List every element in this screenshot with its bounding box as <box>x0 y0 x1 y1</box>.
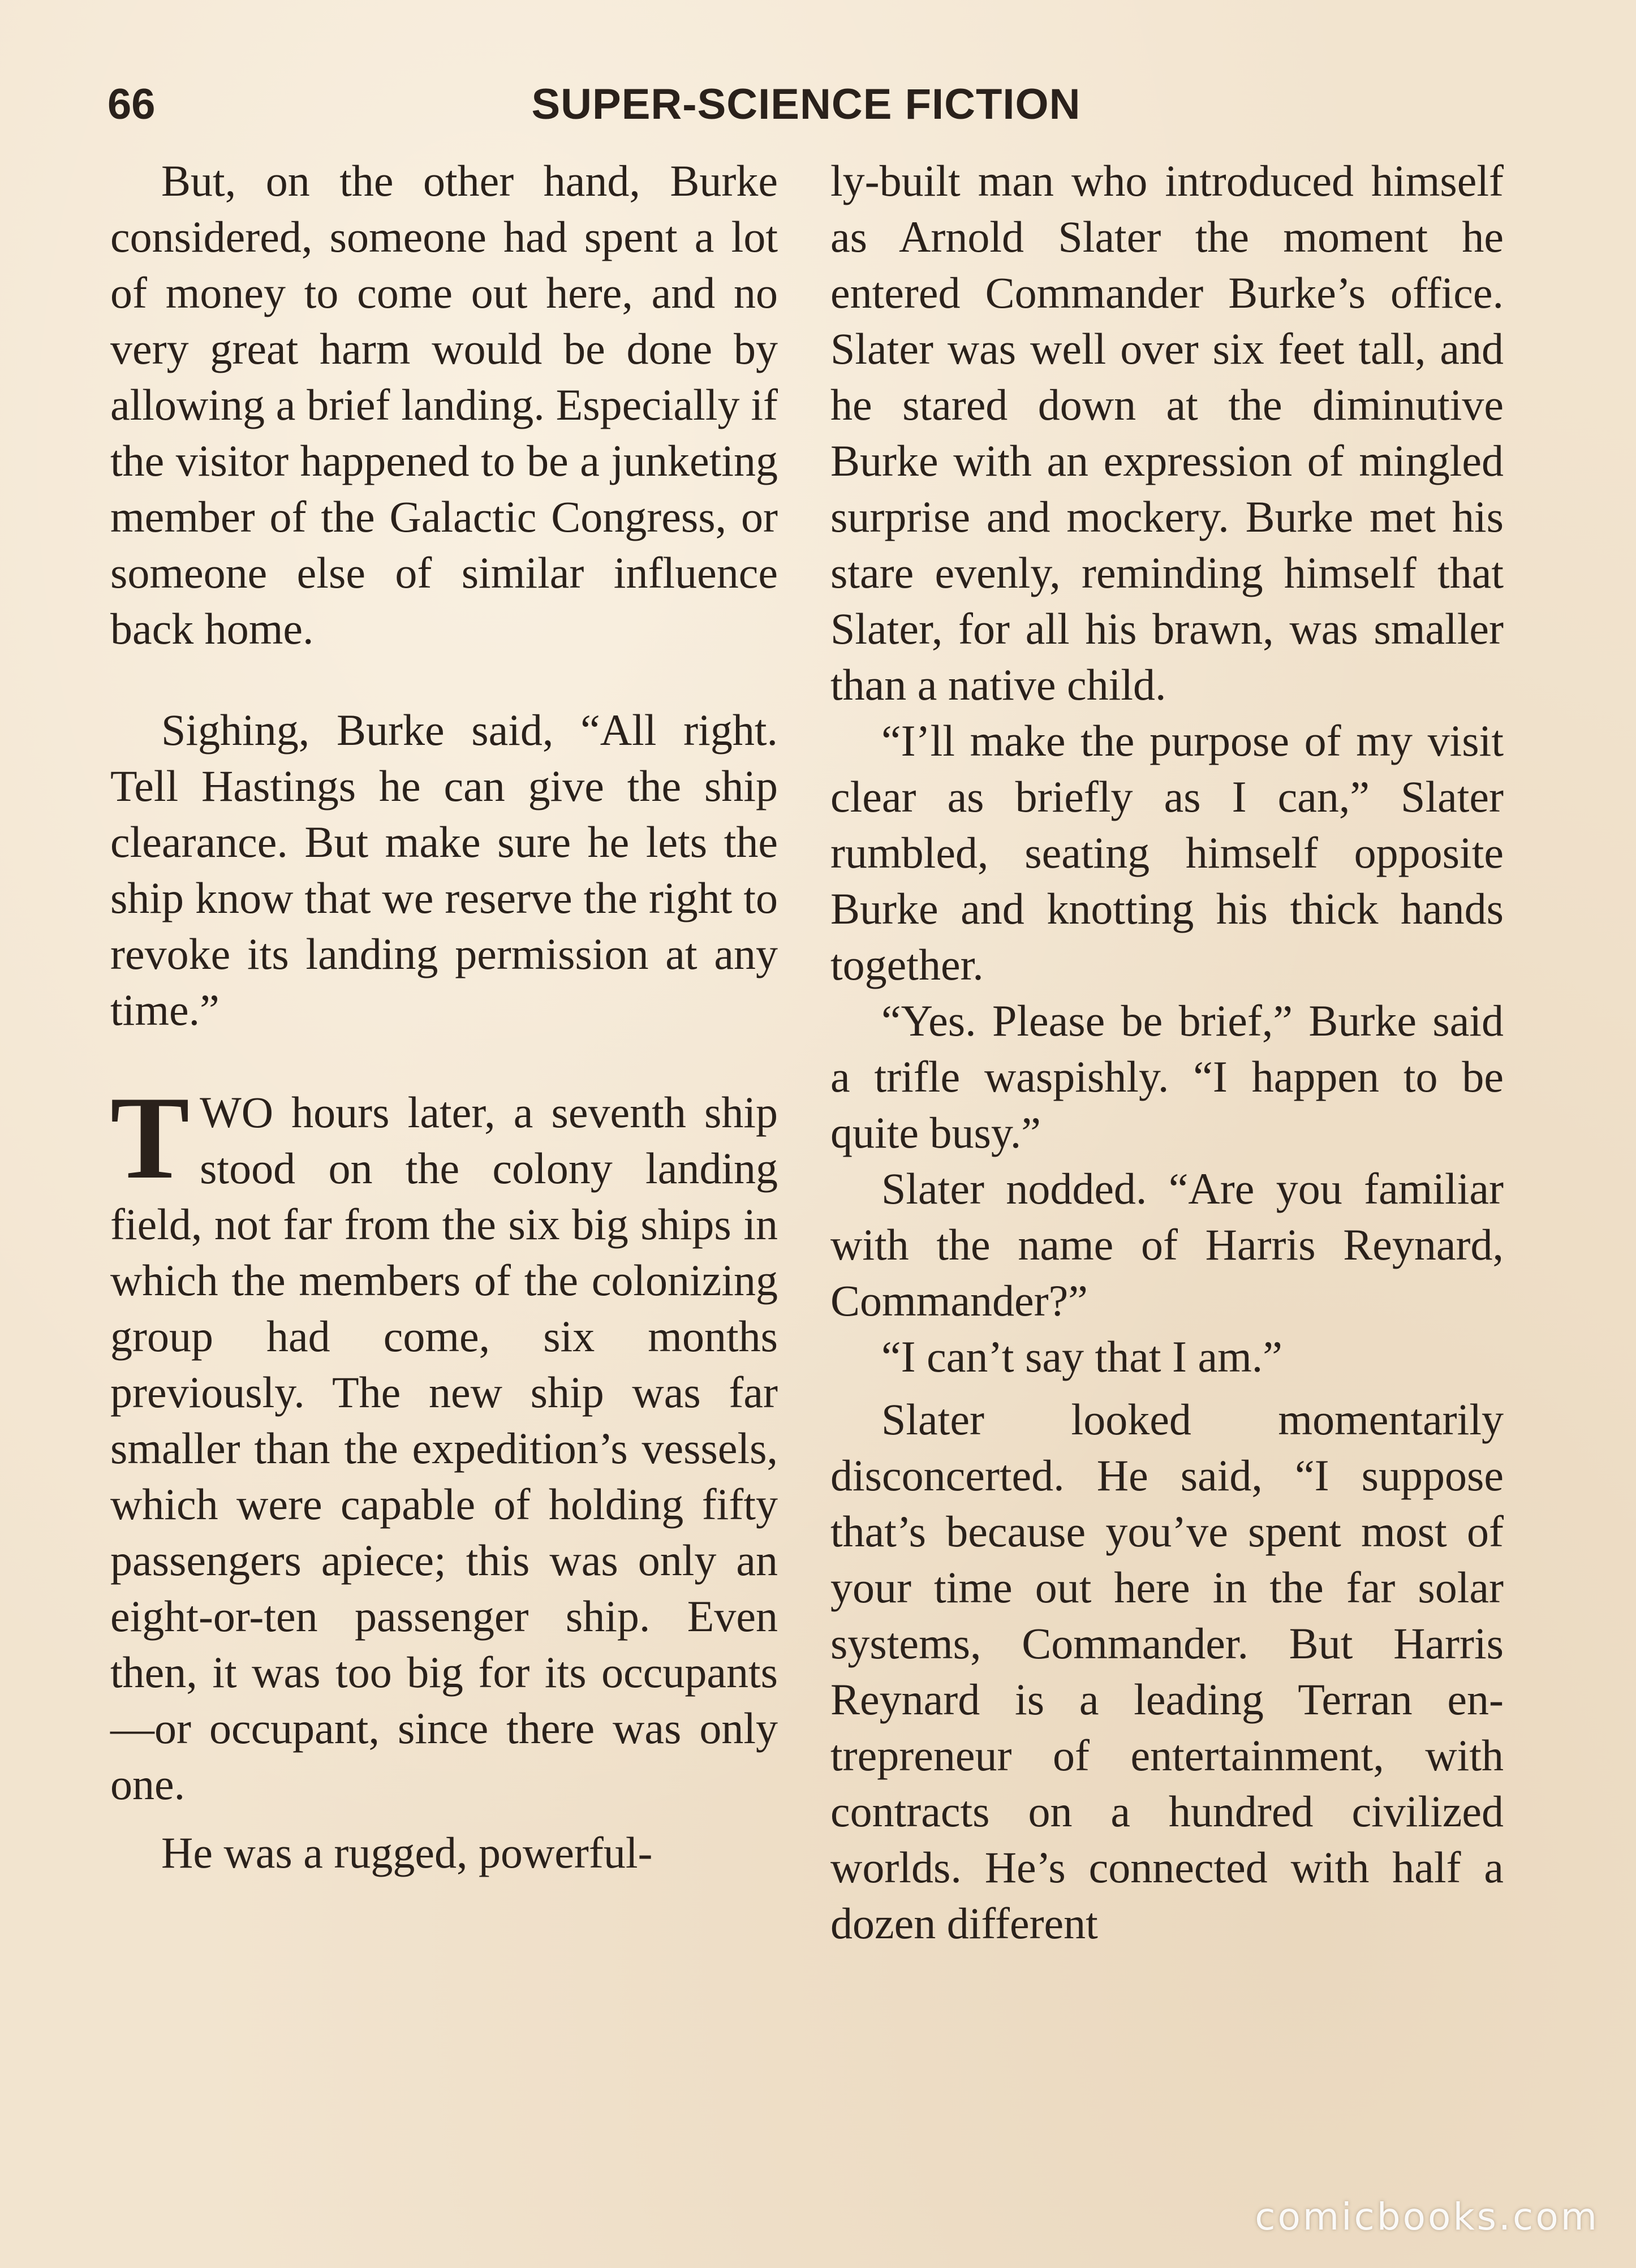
paragraph: Sighing, Burke said, “All right. Tell Hastings he can give the ship clearance. But make sure he lets the ship know that we reserve the right to revoke its landing permission at any time.” <box>110 705 778 1034</box>
running-title: SUPER-SCIENCE FICTION <box>531 80 1081 128</box>
drop-cap: T <box>110 1072 190 1204</box>
paragraph-with-dropcap <box>110 1072 778 1812</box>
paragraph: “I’ll make the purpose of my visit clear as briefly as I can,” Slater rumbled, seating himself opposite Burke and knotting his thick hands together. <box>830 716 1504 989</box>
right-column <box>830 153 1504 1951</box>
paragraph: Slater looked momentarily disconcerted. He said, “I suppose that’s because you’ve spent most of your time out here in the far solar systems, Commander. But Harris Reynard is a leading Terran entrepreneur of entertainment, with contracts on a hundred civilized worlds. He’s connected with half a dozen different <box>830 1395 1504 1948</box>
paragraph: “Yes. Please be brief,” Burke said a trifle waspishly. “I happen to be quite busy.” <box>830 996 1504 1157</box>
paragraph-text: WO hours later, a seventh ship stood on the colony landing field, not far from the six big ships in which the members of the colonizing group had come, six months previously. The new ship was far smaller than the expedition’s vessels, which were capable of holding fifty passengers apiece; this was only an eight-or-ten passenger ship. Even then, it was too big for its occupants—or occupant, since there was only one. <box>110 1088 778 1809</box>
page-header <box>107 74 1505 136</box>
page-number: 66 <box>107 80 156 128</box>
paragraph: He was a rugged, powerful- <box>161 1828 653 1877</box>
left-column <box>110 153 778 1881</box>
watermark: comicbooks.com <box>1255 2195 1599 2239</box>
paragraph: “I can’t say that I am.” <box>881 1332 1282 1381</box>
paragraph: Slater nodded. “Are you familiar with the name of Harris Reynard, Commander?” <box>830 1164 1504 1325</box>
paragraph: ly-built man who introduced himself as Arnold Slater the moment he entered Commander Burke’s office. Slater was well over six feet tall, and he stared down at the diminutive Burke with an expression of mingled surprise and mockery. Burke met his stare evenly, reminding himself that Slater, for all his brawn, was smaller than a native child. <box>830 156 1504 709</box>
paragraph: But, on the other hand, Burke considered, someone had spent a lot of money to come out here, and no very great harm would be done by allowing a brief landing. Especially if the visitor happened to be a junketing member of the Galactic Congress, or someone else of similar influence back home. <box>110 156 778 653</box>
